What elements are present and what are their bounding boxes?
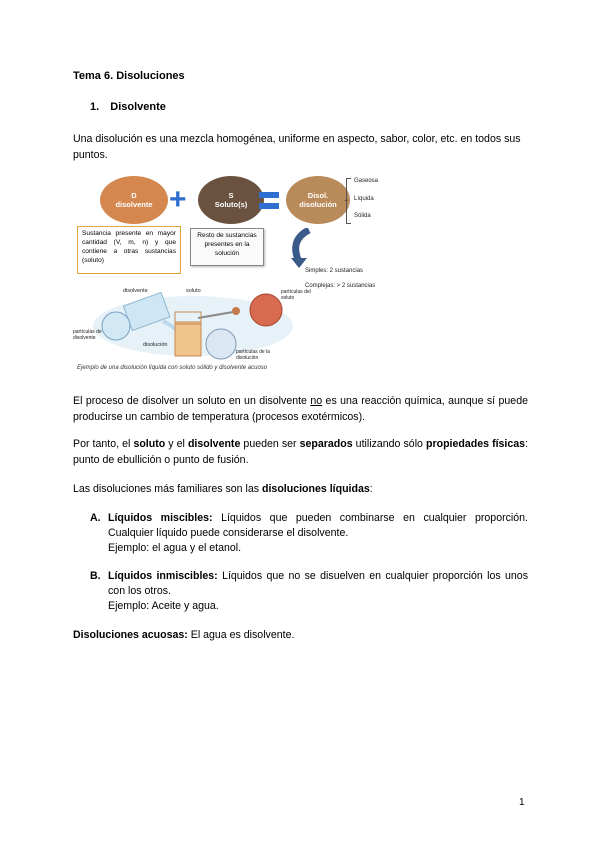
state-solida: Sólida	[354, 213, 371, 219]
solute-definition-box: Resto de sustancias presentes en la solución	[190, 228, 264, 266]
solute-circle: S Soluto(s)	[198, 176, 264, 224]
equals-icon	[259, 192, 279, 210]
arrow-icon: →	[343, 197, 349, 203]
section-heading	[90, 101, 166, 113]
plus-icon: +	[169, 183, 187, 216]
solvent-definition-box: Sustancia presente en mayor cantidad (V, m, n) y que contiene a otras sustancias (soluto)	[77, 226, 181, 274]
paragraph-process: El proceso de disolver un soluto en un disolvente no es una reacción química, aunque sí puede producirse un cambio de temperatura (procesos exotérmicos).	[73, 395, 528, 423]
list-item-inmiscibles: Líquidos inmiscibles: Líquidos que no se disuelven en cualquier proporción los unos con los otros. Ejemplo: Aceite y agua.	[108, 570, 528, 612]
paragraph-liquid-solutions: Las disoluciones más familiares son las disoluciones líquidas:	[73, 483, 373, 495]
figure-caption: Ejemplo de una disolución líquida con soluto sólido y disolvente acuoso	[77, 365, 268, 371]
lab-label-soluto: soluto	[186, 288, 201, 294]
state-gaseosa: Gaseosa	[354, 178, 379, 184]
lab-label-disolvente: disolvente	[123, 288, 148, 294]
list-marker-b: B.	[90, 570, 101, 582]
solution-circle: Disol. disolución	[286, 176, 350, 224]
paragraph-separation: Por tanto, el soluto y el disolvente pueden ser separados utilizando sólo propiedades físicas: punto de ebullición o punto de fusión.	[73, 438, 529, 466]
figure	[73, 168, 403, 386]
simples-label: Simples: 2 sustancias	[305, 268, 364, 274]
lab-label-disolucion: disolución	[143, 342, 168, 348]
solvent-circle: D disolvente	[100, 176, 168, 224]
complejas-label: Complejas: > 2 sustancias	[305, 283, 376, 289]
page-title: Tema 6. Disoluciones	[73, 70, 185, 82]
page-number: 1	[519, 797, 525, 808]
lab-label-particulas-disolvente: partículas de disolvente	[73, 329, 102, 341]
paragraph-aqueous: Disoluciones acuosas: El agua es disolvente.	[73, 629, 295, 641]
lab-illustration	[73, 286, 311, 362]
list-item-miscibles: Líquidos miscibles: Líquidos que pueden combinarse en cualquier proporción. Cualquier líquido puede considerarse el disolvente. Ejemplo: el agua y el etanol.	[108, 512, 528, 554]
list-marker-a: A.	[90, 512, 101, 524]
section-label: Disolvente	[110, 101, 166, 113]
state-liquida: Líquida	[354, 196, 374, 202]
lab-label-particulas-disolucion: partículas de la disolución	[236, 349, 270, 361]
intro-paragraph: Una disolución es una mezcla homogénea, uniforme en aspecto, sabor, color, etc. en todos sus puntos.	[73, 133, 521, 161]
section-number: 1.	[90, 101, 100, 113]
curved-arrow-icon	[287, 228, 317, 268]
lab-label-particulas-soluto: partículas del soluto	[281, 289, 311, 301]
